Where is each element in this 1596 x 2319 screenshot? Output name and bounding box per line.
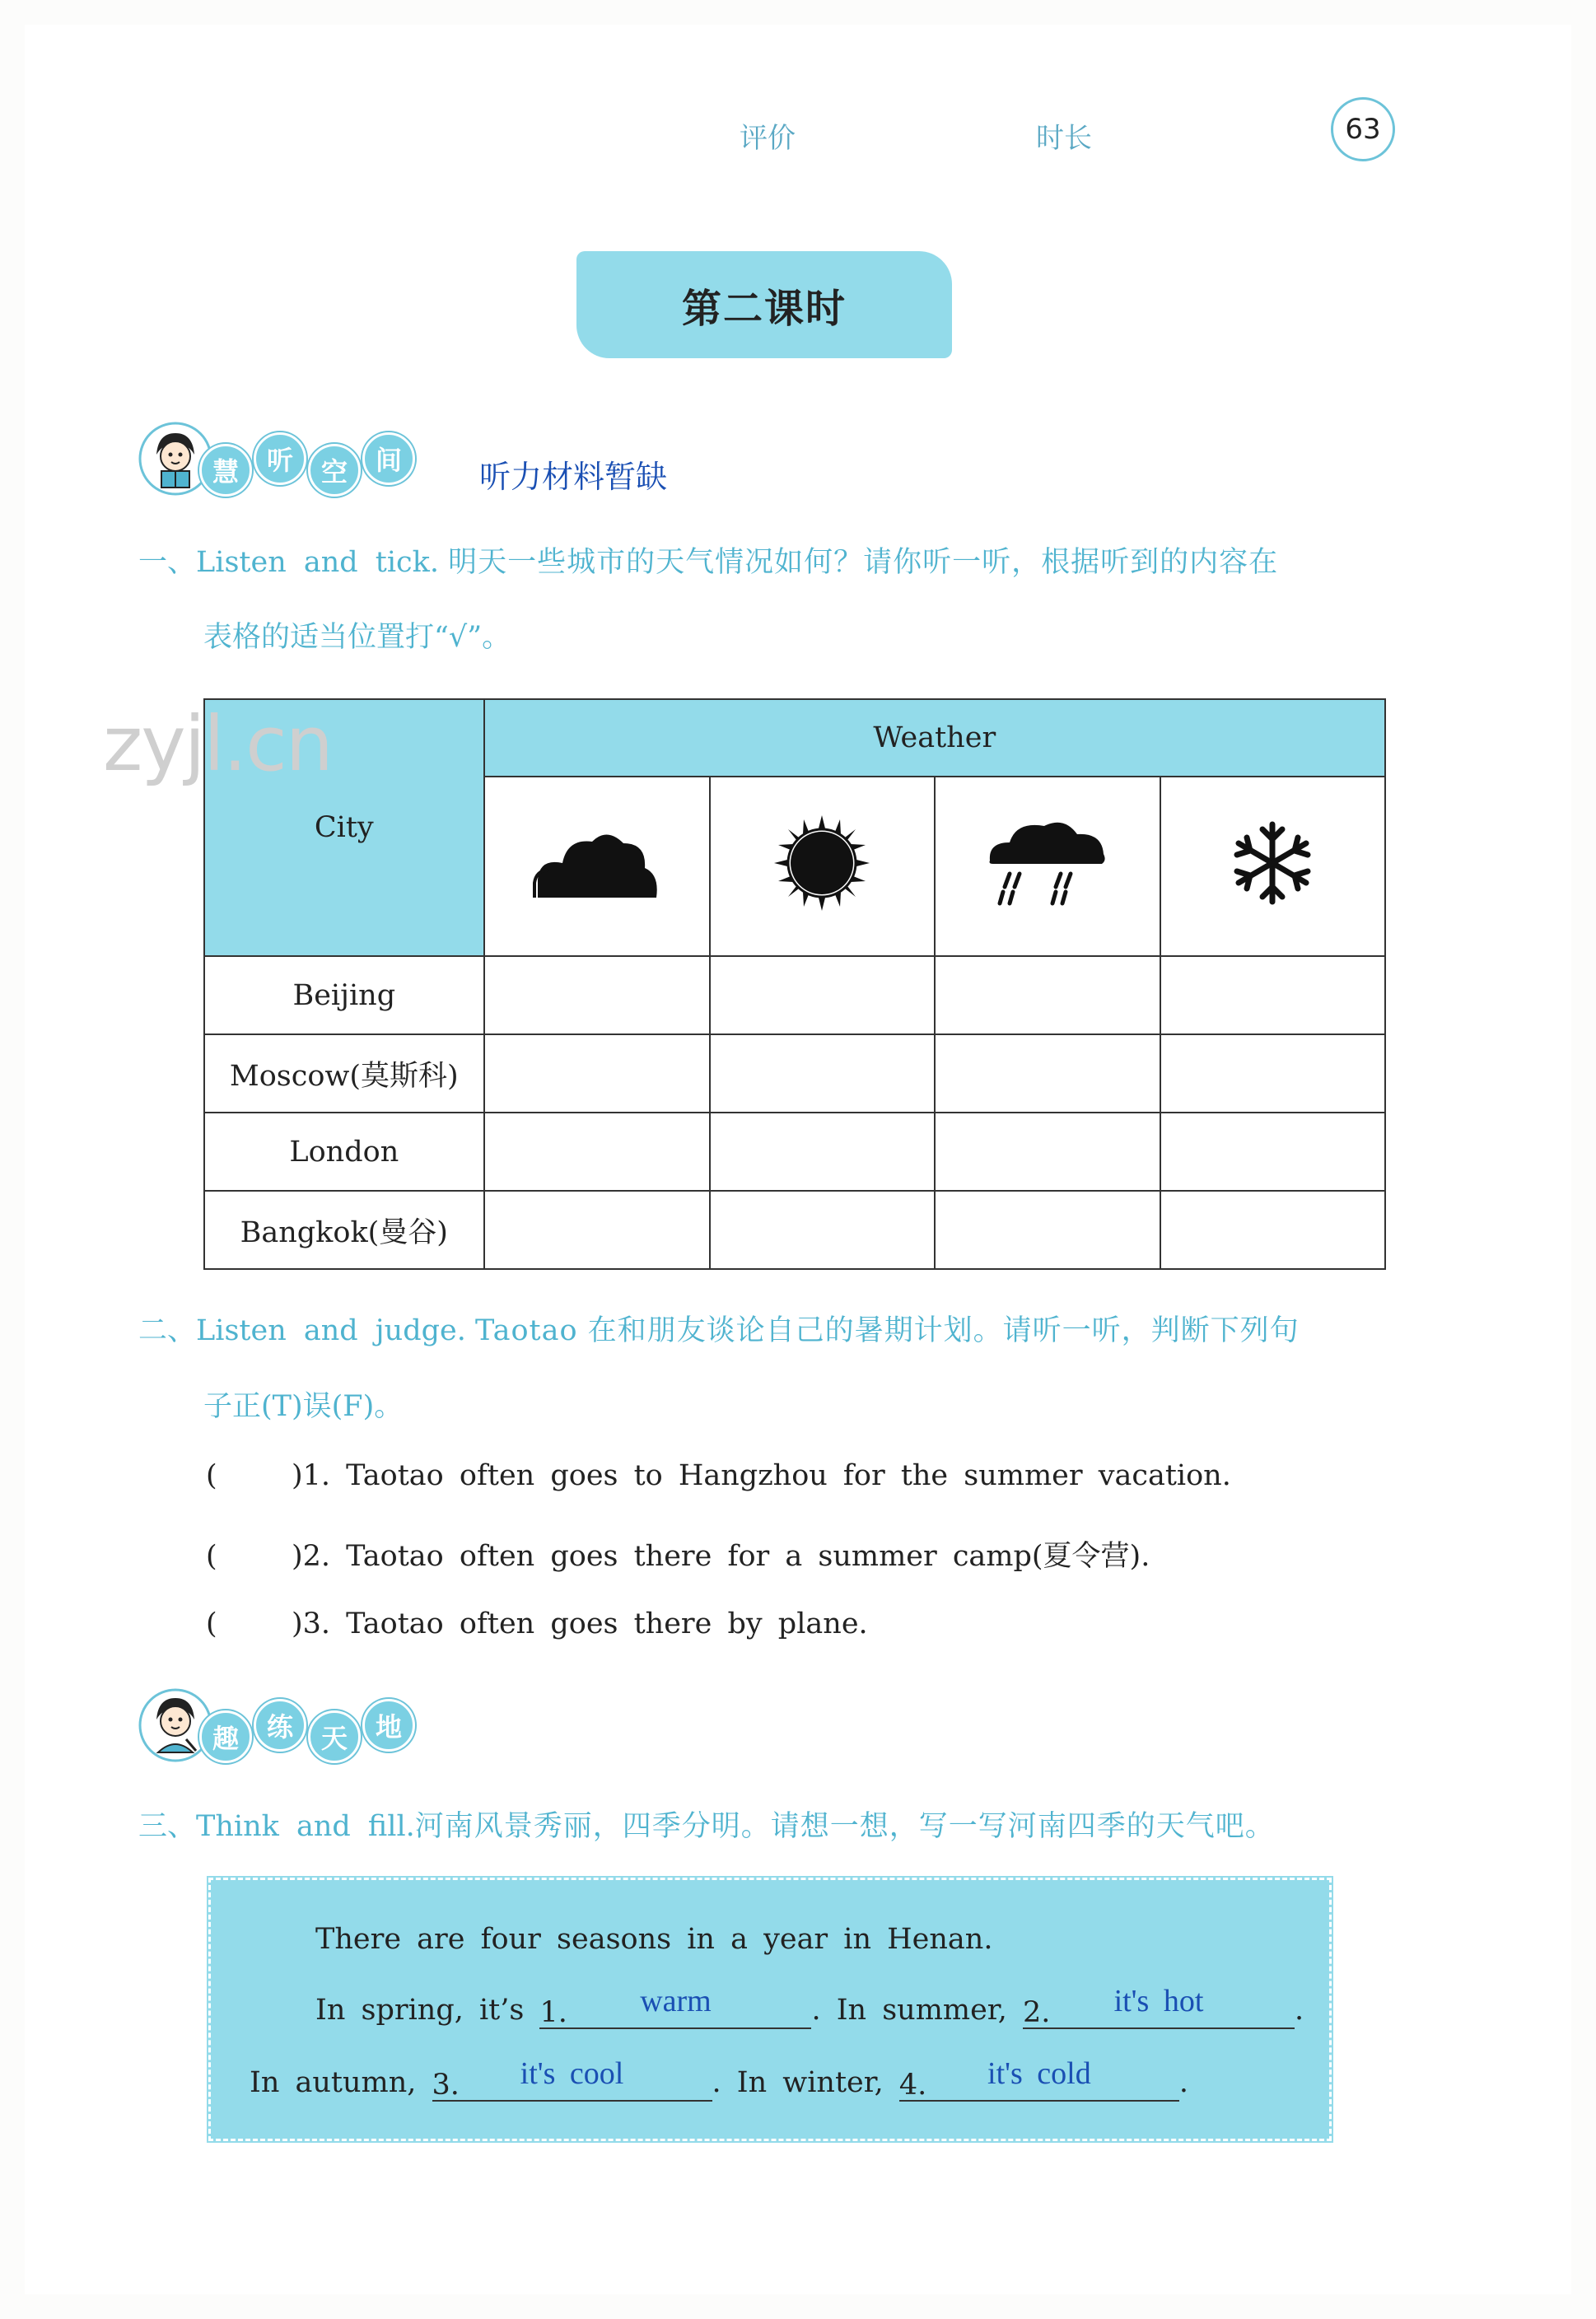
snowy-icon [1227, 818, 1318, 908]
answer-paren[interactable]: ( [206, 1540, 217, 1573]
judge-item: ( )3. Taotao often goes there by plane. [206, 1607, 868, 1640]
q2-chinese-line1: Taotao 在和朋友谈论自己的暑期计划。请听一听，判断下列句 [474, 1314, 1300, 1347]
city-cell: London [204, 1113, 484, 1191]
answer-blank-3[interactable]: 3. it's cool [432, 2064, 712, 2102]
tick-cell[interactable] [710, 1113, 935, 1191]
tick-cell[interactable] [710, 1034, 935, 1113]
weather-header: Weather [484, 699, 1385, 777]
winter-text: . In winter, [712, 2066, 884, 2099]
badge-char: 天 [308, 1710, 361, 1763]
tick-cell[interactable] [484, 1034, 710, 1113]
fill-line-3: In autumn, 3. it's cool . In winter, 4. it's cold . [250, 2056, 1189, 2102]
tick-cell[interactable] [935, 1113, 1160, 1191]
tick-cell[interactable] [484, 956, 710, 1034]
badge-char: 慧 [199, 444, 252, 497]
page-number: 63 [1331, 97, 1395, 161]
autumn-text: In autumn, [250, 2066, 417, 2099]
answer-blank-1[interactable]: 1. warm [539, 1991, 811, 2029]
rainy-cell [935, 777, 1160, 956]
judge-statement: 1. Taotao often goes to Hangzhou for the summer vacation. [302, 1459, 1231, 1492]
answer-blank-2[interactable]: 2. it's hot [1023, 1991, 1295, 2029]
q3-chinese: 河南风景秀丽，四季分明。请想一想，写一写河南四季的天气吧。 [414, 1810, 1275, 1843]
tick-cell[interactable] [935, 956, 1160, 1034]
judge-item: ( )2. Taotao often goes there for a summer camp(夏令营). [206, 1540, 1150, 1573]
city-cell: Moscow(莫斯科) [204, 1034, 484, 1113]
q1-chinese-line1: 明天一些城市的天气情况如何？请你听一听，根据听到的内容在 [448, 546, 1279, 579]
tick-cell[interactable] [710, 956, 935, 1034]
badge-char: 练 [254, 1699, 306, 1752]
badge-char: 地 [362, 1699, 415, 1752]
eval-label: 评价 [740, 122, 796, 155]
answer-text: warm [640, 1984, 712, 2018]
tick-cell[interactable] [935, 1034, 1160, 1113]
sunny-cell [710, 777, 935, 956]
q2-english: Listen and judge. [196, 1314, 466, 1347]
answer-text: it's hot [1113, 1984, 1204, 2018]
tick-cell[interactable] [935, 1191, 1160, 1269]
city-cell: Beijing [204, 956, 484, 1034]
listening-section-badge [138, 422, 415, 496]
lesson-title: 第二课时 [576, 251, 952, 358]
judge-statement: 2. Taotao often goes there for a summer camp(夏令营). [302, 1540, 1150, 1573]
q2-prefix: 二、 [138, 1314, 197, 1347]
badge-char: 听 [254, 432, 306, 485]
fill-line-2: In spring, it’s 1. warm . In summer, 2. it's hot . [315, 1984, 1304, 2029]
rainy-icon [982, 818, 1113, 908]
answer-paren[interactable]: ( [206, 1459, 217, 1492]
summer-text: . In summer, [811, 1994, 1007, 2027]
q1-prefix: 一、 [138, 546, 197, 579]
answer-paren[interactable]: ( [206, 1607, 217, 1640]
spring-text: In spring, it’s [315, 1994, 525, 2027]
cloudy-icon [531, 822, 663, 904]
tick-cell[interactable] [1160, 1034, 1385, 1113]
answer-text: it's cold [987, 2056, 1091, 2091]
q3-instruction [138, 1803, 1275, 1845]
badge-char: 间 [362, 432, 415, 485]
q1-chinese-line2: 表格的适当位置打“√”。 [203, 621, 511, 654]
q1-english: Listen and tick. [196, 546, 439, 579]
sunny-icon [772, 814, 871, 912]
city-cell: Bangkok(曼谷) [204, 1191, 484, 1269]
q2-instruction [138, 1308, 1300, 1349]
q1-instruction [138, 539, 1278, 581]
answer-text: it's cool [520, 2056, 624, 2091]
weather-table [203, 698, 1386, 1270]
q2-chinese-line2: 子正(T)误(F)。 [203, 1390, 404, 1423]
tick-cell[interactable] [710, 1191, 935, 1269]
judge-item: ( )1. Taotao often goes to Hangzhou for the summer vacation. [206, 1459, 1231, 1492]
answer-blank-4[interactable]: 4. it's cold [899, 2064, 1179, 2102]
judge-statement: 3. Taotao often goes there by plane. [302, 1607, 868, 1640]
missing-audio-note: 听力材料暂缺 [479, 459, 668, 495]
cloudy-cell [484, 777, 710, 956]
snowy-cell [1160, 777, 1385, 956]
tick-cell[interactable] [484, 1191, 710, 1269]
badge-char: 空 [308, 444, 361, 497]
q3-english: Think and fill. [196, 1810, 415, 1843]
practice-section-badge [138, 1688, 415, 1762]
watermark: zyjl.cn [103, 700, 332, 788]
duration-label: 时长 [1036, 122, 1092, 155]
badge-char: 趣 [199, 1710, 252, 1763]
tick-cell[interactable] [484, 1113, 710, 1191]
fill-line-1: There are four seasons in a year in Henan. [315, 1923, 993, 1956]
tick-cell[interactable] [1160, 1191, 1385, 1269]
city-header: City [204, 699, 484, 956]
tick-cell[interactable] [1160, 956, 1385, 1034]
q3-prefix: 三、 [138, 1810, 197, 1843]
tick-cell[interactable] [1160, 1113, 1385, 1191]
